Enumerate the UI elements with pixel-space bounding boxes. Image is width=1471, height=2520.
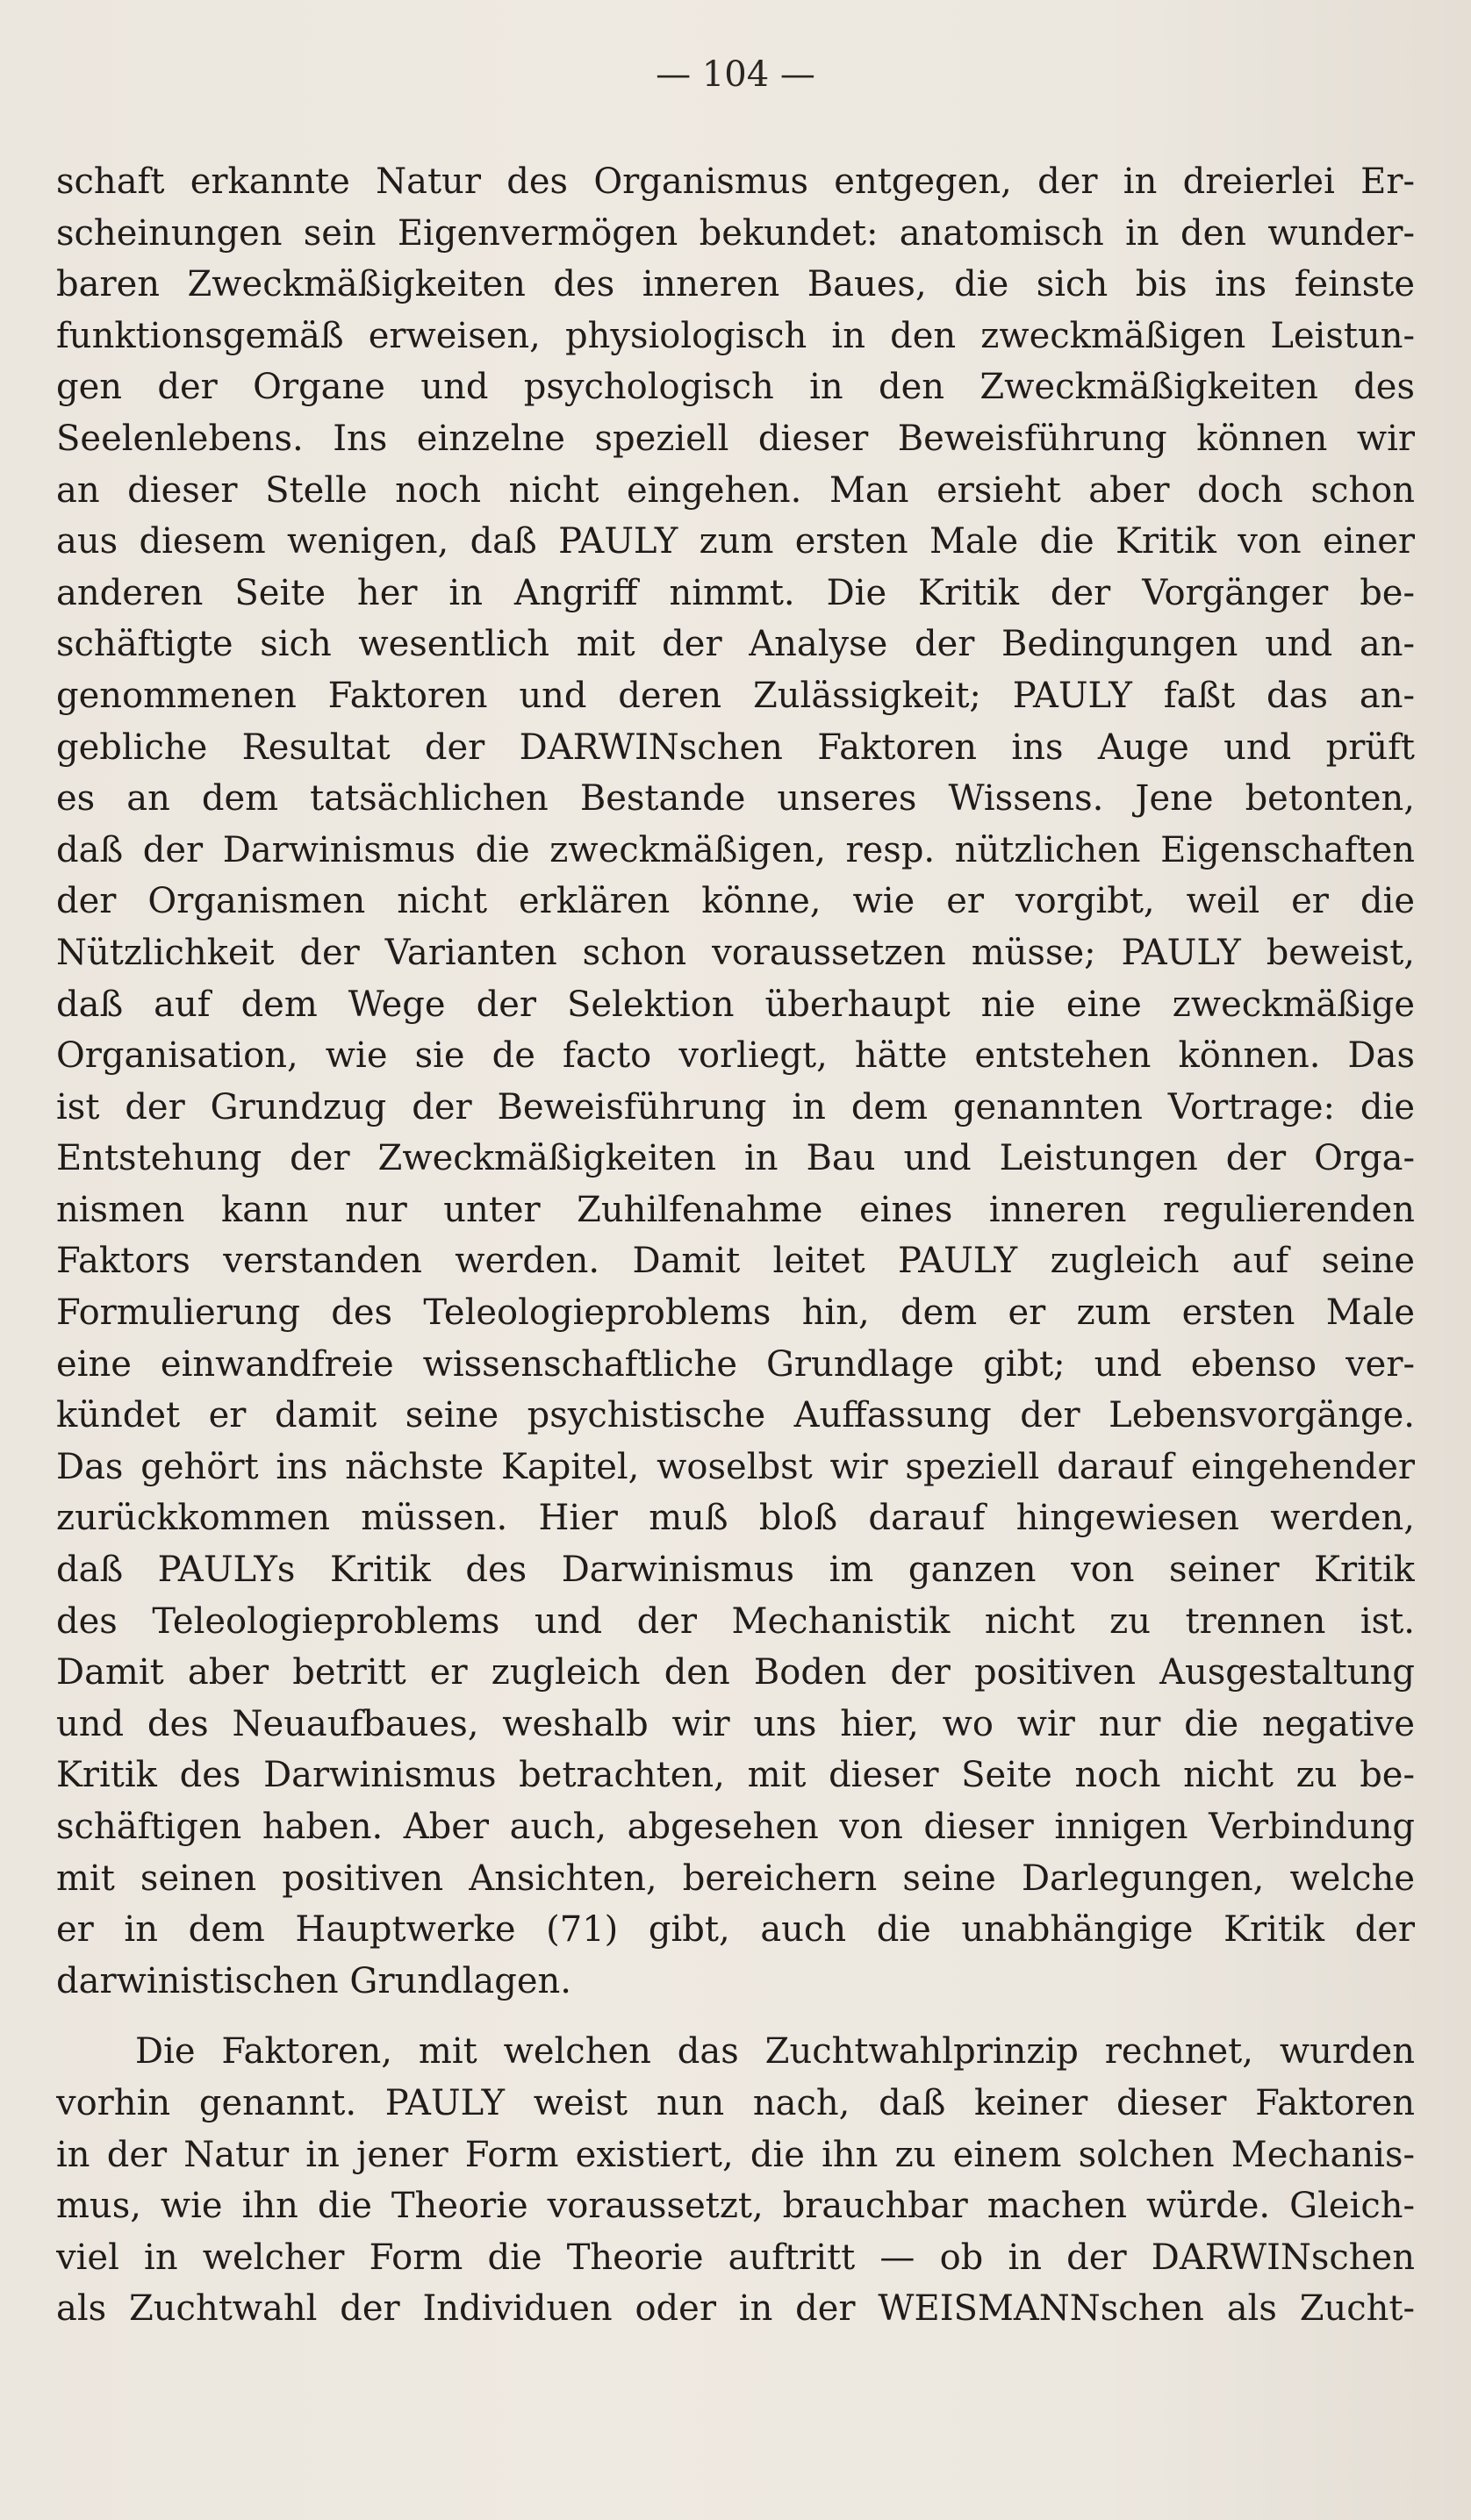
paragraph bbox=[56, 2026, 1415, 2335]
page-number: — 104 — bbox=[656, 54, 815, 95]
text-line: Die Faktoren, mit welchen das Zuchtwahlprinzip rechnet, wurden bbox=[135, 2031, 1415, 2073]
text-line: der Organismen nicht erklären könne, wie er vorgibt, weil er die bbox=[56, 881, 1415, 922]
text-line: Entstehung der Zweckmäßigkeiten in Bau und Leistungen der Orga- bbox=[56, 1138, 1415, 1179]
text-line: daß PAULYs Kritik des Darwinismus im ganzen von seiner Kritik bbox=[56, 1550, 1415, 1591]
text-line: Damit aber betritt er zugleich den Boden der positiven Ausgestaltung bbox=[56, 1652, 1415, 1693]
text-line: schäftigen haben. Aber auch, abgesehen von dieser innigen Verbindung bbox=[56, 1807, 1415, 1847]
text-line: schäftigte sich wesentlich mit der Analyse der Bedingungen und an- bbox=[56, 624, 1415, 665]
text-line: aus diesem wenigen, daß PAULY zum ersten Male die Kritik von einer bbox=[56, 521, 1415, 562]
text-line: in der Natur in jener Form existiert, die ihn zu einem solchen Mechanis- bbox=[56, 2134, 1415, 2175]
text-line: des Teleologieproblems und der Mechanistik nicht zu trennen ist. bbox=[56, 1600, 1415, 1642]
text-line: es an dem tatsächlichen Bestande unseres Wissens. Jene betonten, bbox=[56, 778, 1415, 820]
text-line: Organisation, wie sie de facto vorliegt, hätte entstehen können. Das bbox=[56, 1035, 1415, 1077]
text-line: genommenen Faktoren und deren Zulässigkeit; PAULY faßt das an- bbox=[56, 675, 1415, 716]
paragraph bbox=[56, 156, 1415, 2007]
text-line: Kritik des Darwinismus betrachten, mit dieser Seite noch nicht zu be- bbox=[56, 1755, 1415, 1796]
text-line: kündet er damit seine psychistische Auffassung der Lebensvorgänge. bbox=[56, 1395, 1415, 1436]
text-line: ist der Grundzug der Beweisführung in dem genannten Vortrage: die bbox=[56, 1086, 1415, 1128]
text-line: schaft erkannte Natur des Organismus entgegen, der in dreierlei Er- bbox=[56, 161, 1415, 202]
text-line: Formulierung des Teleologieproblems hin, dem er zum ersten Male bbox=[56, 1292, 1415, 1334]
text-line: gebliche Resultat der DARWINschen Faktoren ins Auge und prüft bbox=[56, 727, 1415, 768]
text-line: Seelenlebens. Ins einzelne speziell dieser Beweisführung können wir bbox=[56, 418, 1415, 459]
text-line: scheinungen sein Eigenvermögen bekundet: anatomisch in den wunder- bbox=[56, 212, 1415, 254]
paragraph-gap bbox=[56, 2007, 1415, 2026]
text-line: er in dem Hauptwerke (71) gibt, auch die unabhängige Kritik der bbox=[56, 1909, 1415, 1951]
text-line: funktionsgemäß erweisen, physiologisch in den zweckmäßigen Leistun- bbox=[56, 315, 1415, 356]
text-line: mit seinen positiven Ansichten, bereichern seine Darlegungen, welche bbox=[56, 1858, 1415, 1899]
text-line: Nützlichkeit der Varianten schon voraussetzen müsse; PAULY beweist, bbox=[56, 932, 1415, 973]
text-line: nismen kann nur unter Zuhilfenahme eines inneren regulierenden bbox=[56, 1189, 1415, 1230]
text-line: darwinistischen Grundlagen. bbox=[56, 1960, 571, 2001]
text-line: vorhin genannt. PAULY weist nun nach, daß keiner dieser Faktoren bbox=[56, 2082, 1415, 2123]
text-line: zurückkommen müssen. Hier muß bloß darauf hingewiesen werden, bbox=[56, 1498, 1415, 1539]
text-line: mus, wie ihn die Theorie voraussetzt, brauchbar machen würde. Gleich- bbox=[56, 2186, 1415, 2227]
text-line: an dieser Stelle noch nicht eingehen. Man ersieht aber doch schon bbox=[56, 469, 1415, 511]
text-line: daß auf dem Wege der Selektion überhaupt nie eine zweckmäßige bbox=[56, 984, 1415, 1025]
text-line: anderen Seite her in Angriff nimmt. Die Kritik der Vorgänger be- bbox=[56, 572, 1415, 613]
text-line: gen der Organe und psychologisch in den Zweckmäßigkeiten des bbox=[56, 367, 1415, 408]
text-line: baren Zweckmäßigkeiten des inneren Baues, die sich bis ins feinste bbox=[56, 264, 1415, 305]
text-line: eine einwandfreie wissenschaftliche Grundlage gibt; und ebenso ver- bbox=[56, 1343, 1415, 1385]
body-text bbox=[56, 156, 1415, 2335]
text-line: viel in welcher Form die Theorie auftritt — ob in der DARWINschen bbox=[56, 2237, 1415, 2278]
text-line: als Zuchtwahl der Individuen oder in der WEISMANNschen als Zucht- bbox=[56, 2288, 1415, 2330]
text-line: Faktors verstanden werden. Damit leitet PAULY zugleich auf seine bbox=[56, 1241, 1415, 1282]
text-line: daß der Darwinismus die zweckmäßigen, resp. nützlichen Eigenschaften bbox=[56, 829, 1415, 870]
text-line: und des Neuaufbaues, weshalb wir uns hier, wo wir nur die negative bbox=[56, 1703, 1415, 1744]
text-line: Das gehört ins nächste Kapitel, woselbst wir speziell darauf eingehender bbox=[56, 1446, 1415, 1487]
